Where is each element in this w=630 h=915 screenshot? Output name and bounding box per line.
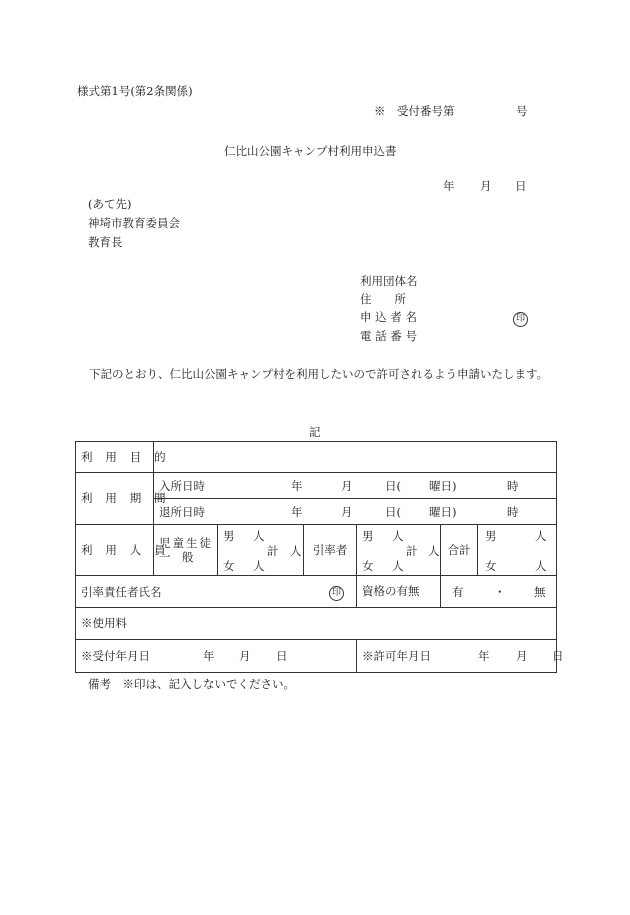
checkout-label: 退所日時 bbox=[159, 505, 205, 519]
total-count[interactable] bbox=[478, 525, 557, 576]
checkout-weekday: 曜日) bbox=[429, 505, 457, 519]
form-number: 様式第1号(第2条関係) bbox=[77, 84, 193, 98]
checkin-hour: 時 bbox=[507, 479, 519, 493]
period-label: 利 用 期 間 bbox=[76, 473, 154, 525]
total-label: 合計 bbox=[441, 525, 478, 576]
category-cell bbox=[154, 525, 218, 576]
category-general-row bbox=[159, 550, 212, 564]
qualification-label: 資格の有無 bbox=[357, 576, 441, 608]
leader-name-label: 引率責任者氏名 bbox=[81, 585, 162, 599]
permitted-date-field[interactable] bbox=[357, 640, 564, 673]
received-date-field[interactable] bbox=[76, 640, 357, 673]
page-title: 仁比山公園キャンプ村利用申込書 bbox=[224, 144, 397, 158]
leader-female-label: 女 bbox=[362, 559, 374, 573]
received-month: 月 bbox=[239, 649, 251, 663]
qualification-separator: ・ bbox=[494, 585, 506, 599]
received-date-label: ※受付年月日 bbox=[81, 649, 150, 663]
leader-male-label: 男 bbox=[362, 529, 374, 543]
qualification-choice[interactable] bbox=[441, 576, 557, 608]
applicant-name-label: 申 込 者 名 bbox=[360, 310, 417, 324]
fee-row bbox=[76, 608, 557, 640]
category-students: 児童生徒 bbox=[159, 535, 213, 550]
address-label: 住 所 bbox=[360, 292, 406, 306]
addressee-role: 教育長 bbox=[88, 235, 123, 249]
receipt-number-suffix: 号 bbox=[516, 104, 528, 118]
checkout-field[interactable] bbox=[154, 499, 557, 525]
checkin-row bbox=[76, 473, 557, 499]
application-table bbox=[75, 441, 564, 673]
seal-mark: 印 bbox=[513, 312, 528, 327]
checkout-month: 月 bbox=[341, 505, 353, 519]
male-label: 男 bbox=[223, 529, 235, 543]
applicant-seal bbox=[513, 312, 528, 327]
permitted-month: 月 bbox=[516, 649, 528, 663]
checkout-year: 年 bbox=[291, 505, 303, 519]
male-unit: 人 bbox=[253, 529, 265, 543]
leader-subtotal-unit: 人 bbox=[428, 544, 440, 558]
leader-female-unit: 人 bbox=[392, 559, 404, 573]
leader-row bbox=[76, 576, 557, 608]
received-year: 年 bbox=[203, 649, 215, 663]
total-female-unit: 人 bbox=[535, 559, 547, 573]
permitted-day: 日 bbox=[552, 649, 564, 663]
checkin-month: 月 bbox=[341, 479, 353, 493]
purpose-label: 利 用 目 的 bbox=[76, 442, 154, 473]
phone-label: 電 話 番 号 bbox=[360, 329, 417, 343]
checkin-day: 日( bbox=[385, 479, 401, 493]
leader-seal bbox=[329, 584, 344, 601]
checkin-label: 入所日時 bbox=[159, 479, 205, 493]
leader-subtotal-label: 計 bbox=[406, 544, 418, 558]
application-statement: 下記のとおり、仁比山公園キャンプ村を利用したいので許可されるよう申請いたします。 bbox=[89, 367, 549, 381]
seal-mark: 印 bbox=[329, 586, 344, 601]
people-label: 利 用 人 員 bbox=[76, 525, 154, 576]
checkin-year: 年 bbox=[291, 479, 303, 493]
category-general: 一 般 bbox=[159, 550, 194, 564]
fee-label: ※使用料 bbox=[81, 616, 127, 631]
leader-male-unit: 人 bbox=[392, 529, 404, 543]
remarks: 備考 ※印は、記入しないでください。 bbox=[88, 677, 295, 691]
addressee-org: 神埼市教育委員会 bbox=[88, 216, 180, 230]
date-day: 日 bbox=[515, 179, 527, 193]
permitted-year: 年 bbox=[478, 649, 490, 663]
qualification-no[interactable]: 無 bbox=[534, 585, 546, 599]
total-male-label: 男 bbox=[485, 529, 497, 543]
dates-row bbox=[76, 640, 557, 673]
leader-category: 引率者 bbox=[304, 525, 357, 576]
checkout-hour: 時 bbox=[507, 505, 519, 519]
students-general-count[interactable] bbox=[218, 525, 304, 576]
group-name-label: 利用団体名 bbox=[360, 274, 418, 288]
total-male-unit: 人 bbox=[535, 529, 547, 543]
date-month: 月 bbox=[480, 179, 492, 193]
people-row bbox=[76, 525, 557, 576]
subtotal-label: 計 bbox=[267, 544, 279, 558]
permitted-date-label: ※許可年月日 bbox=[362, 649, 431, 663]
female-label: 女 bbox=[223, 559, 235, 573]
ki-heading: 記 bbox=[309, 425, 321, 439]
purpose-field[interactable] bbox=[154, 442, 557, 473]
received-day: 日 bbox=[276, 649, 288, 663]
receipt-number-label: ※ 受付番号第 bbox=[374, 104, 455, 118]
fee-field[interactable] bbox=[76, 608, 557, 640]
female-unit: 人 bbox=[253, 559, 265, 573]
checkout-day: 日( bbox=[385, 505, 401, 519]
total-female-label: 女 bbox=[485, 559, 497, 573]
qualification-yes[interactable]: 有 bbox=[452, 585, 464, 599]
leader-count[interactable] bbox=[357, 525, 441, 576]
addressee-to: (あて先) bbox=[88, 197, 132, 211]
leader-name-field[interactable] bbox=[76, 576, 357, 608]
checkin-weekday: 曜日) bbox=[429, 479, 457, 493]
checkin-field[interactable] bbox=[154, 473, 557, 499]
subtotal-unit: 人 bbox=[290, 544, 302, 558]
date-year: 年 bbox=[443, 179, 455, 193]
purpose-row bbox=[76, 442, 557, 473]
